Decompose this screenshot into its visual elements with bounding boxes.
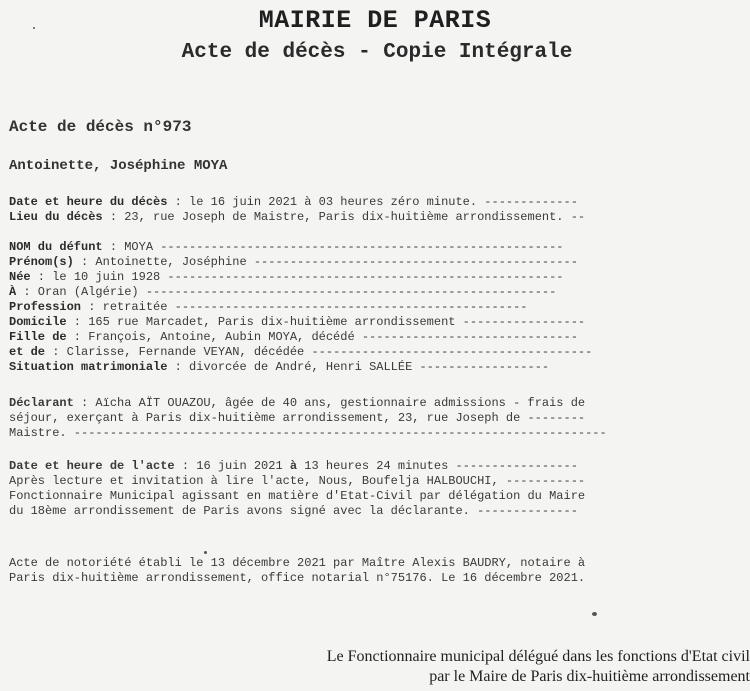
identity-value: : Antoinette, Joséphine --------------------------------------------- <box>73 255 578 269</box>
identity-row <box>9 345 669 360</box>
identity-row <box>9 300 669 315</box>
identity-value: : François, Antoine, Aubin MOYA, décédé ------------------------------ <box>66 330 578 344</box>
identity-value: : MOYA -------------------------------------------------------- <box>102 240 564 254</box>
identity-row <box>9 240 669 255</box>
identity-row <box>9 330 669 345</box>
declarant-block <box>9 396 669 441</box>
declarant-line <box>9 396 669 411</box>
identity-row <box>9 315 669 330</box>
identity-row <box>9 270 669 285</box>
act-date-block <box>9 459 669 519</box>
signature-block <box>327 647 750 687</box>
scan-speck <box>592 612 597 616</box>
identity-label: Née <box>9 270 31 284</box>
scan-speck <box>204 551 207 554</box>
identity-label: Situation matrimoniale <box>9 360 168 374</box>
document-title: MAIRIE DE PARIS <box>258 6 492 35</box>
identity-label: Prénom(s) <box>9 255 74 269</box>
identity-label: Profession <box>9 300 82 314</box>
death-date-label: Date et heure du décès <box>9 195 168 209</box>
act-text-line: du 18ème arrondissement de Paris avons signé avec la déclarante. -------------- <box>9 504 578 518</box>
death-place-value: : 23, rue Joseph de Maistre, Paris dix-huitième arrondissement. -- <box>102 210 586 224</box>
death-details <box>9 195 669 225</box>
identity-label: et de <box>9 345 46 359</box>
identity-value: : 165 rue Marcadet, Paris dix-huitième arrondissement ----------------- <box>66 315 586 329</box>
identity-label: Fille de <box>9 330 67 344</box>
identity-value: : divorcée de André, Henri SALLÉE ------------------ <box>167 360 550 374</box>
identity-value: : Clarisse, Fernande VEYAN, décédée --------------------------------------- <box>45 345 593 359</box>
act-date-time: 13 heures 24 minutes ----------------- <box>297 459 578 473</box>
signature-line: par le Maire de Paris dix-huitième arrondissement <box>429 668 750 685</box>
document-subtitle: Acte de décès - Copie Intégrale <box>181 41 573 64</box>
death-date-row <box>9 195 669 210</box>
declarant-label: Déclarant <box>9 396 74 410</box>
declarant-text: : Aïcha AÏT OUAZOU, âgée de 40 ans, gestionnaire admissions - frais de <box>73 396 586 410</box>
identity-row <box>9 285 669 300</box>
act-date-label: Date et heure de l'acte <box>9 459 175 473</box>
identity-value: : retraitée ------------------------------------------------- <box>81 300 528 314</box>
act-date-value: : 16 juin 2021 <box>174 459 290 473</box>
act-date-connector: à <box>289 459 298 473</box>
notoriety-block <box>9 556 669 586</box>
act-text-line: Fonctionnaire Municipal agissant en matière d'Etat-Civil par délégation du Maire <box>9 489 586 503</box>
death-date-value: : le 16 juin 2021 à 03 heures zéro minute. ------------- <box>167 195 578 209</box>
deceased-name: Antoinette, Joséphine MOYA <box>9 158 228 174</box>
identity-row <box>9 360 669 375</box>
act-date-line <box>9 459 669 474</box>
notoriety-line: Acte de notoriété établi le 13 décembre 2021 par Maître Alexis BAUDRY, notaire à <box>9 556 586 570</box>
death-place-label: Lieu du décès <box>9 210 103 224</box>
act-number: Acte de décès n°973 <box>9 118 192 136</box>
scan-speck <box>33 27 35 29</box>
signature-line: Le Fonctionnaire municipal délégué dans les fonctions d'Etat civil <box>326 648 750 665</box>
identity-value: : Oran (Algérie) --------------------------------------------------------- <box>16 285 557 299</box>
identity-value: : le 10 juin 1928 ------------------------------------------------------- <box>30 270 564 284</box>
declarant-line: séjour, exerçant à Paris dix-huitième arrondissement, 23, rue Joseph de -------- <box>9 411 586 425</box>
declarant-line: Maistre. -------------------------------------------------------------------------- <box>9 426 607 440</box>
notoriety-line: Paris dix-huitième arrondissement, office notarial n°75176. Le 16 décembre 2021. <box>9 571 586 585</box>
death-place-row <box>9 210 669 225</box>
identity-label: À <box>9 285 17 299</box>
identity-row <box>9 255 669 270</box>
act-text-line: Après lecture et invitation à lire l'acte, Nous, Boufelja HALBOUCHI, ----------- <box>9 474 586 488</box>
identity-label: Domicile <box>9 315 67 329</box>
identity-label: NOM du défunt <box>9 240 103 254</box>
identity-block <box>9 240 669 375</box>
